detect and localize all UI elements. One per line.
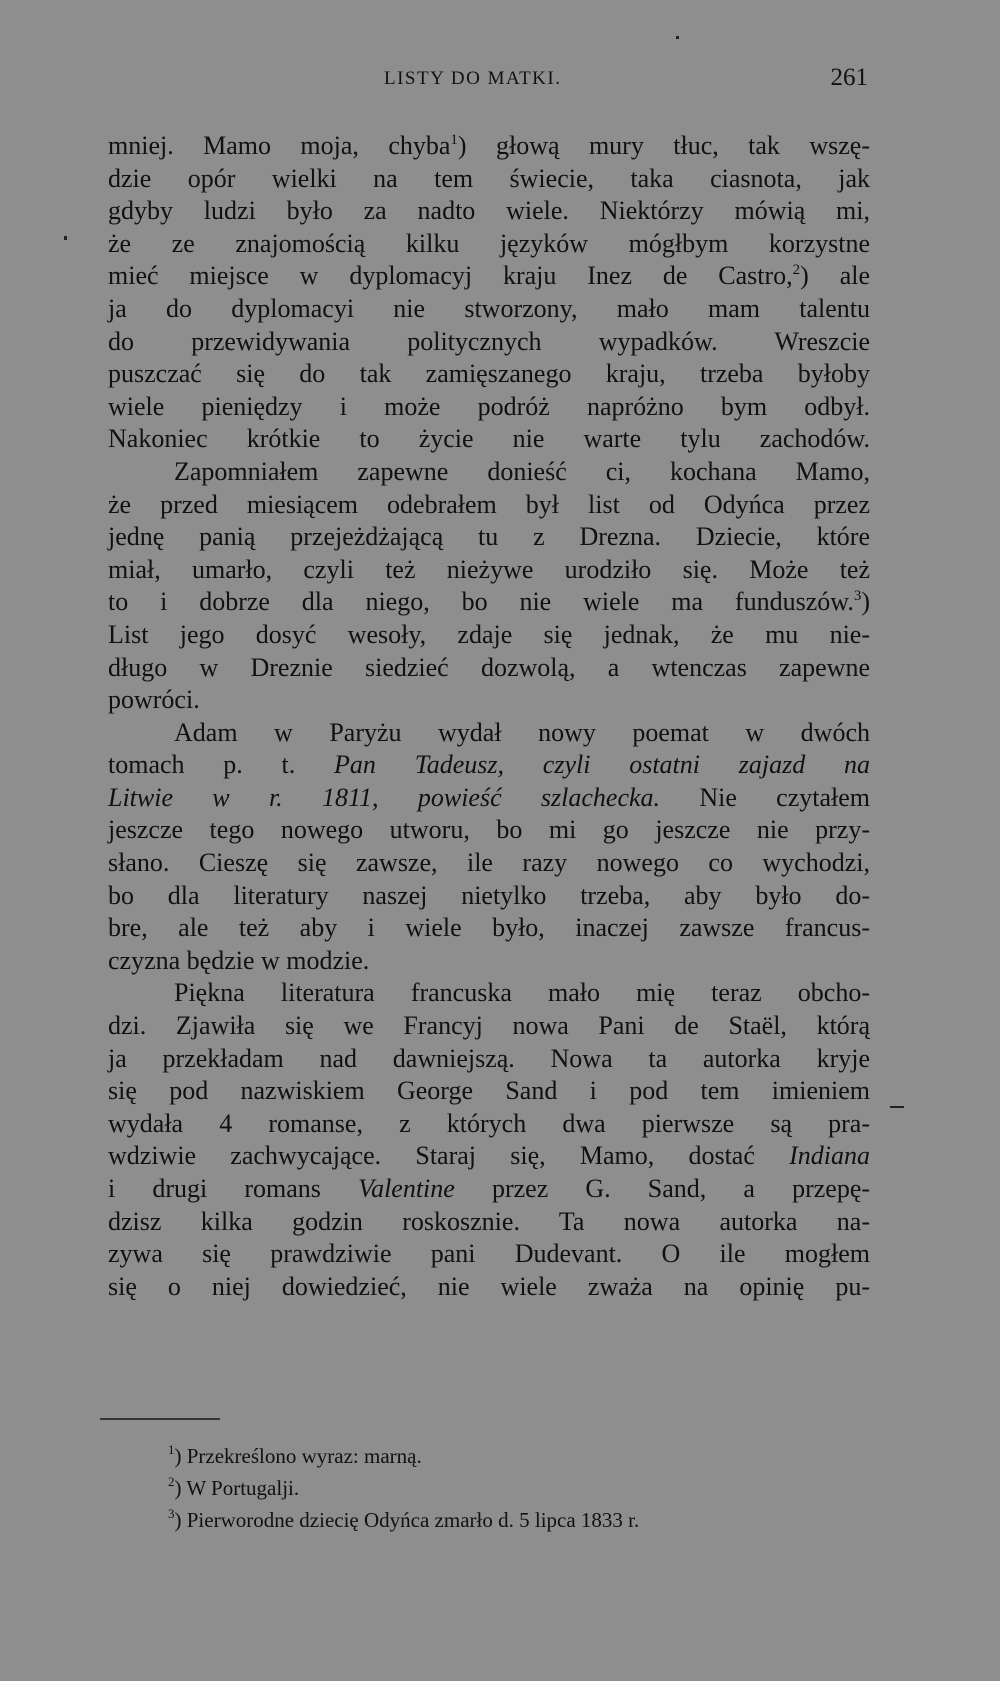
- text-line: miał, umarło, czyli też nieżywe urodziło się. Może też: [108, 554, 870, 584]
- text-line: i drugi romans Valentine przez G. Sand, a przepę-: [108, 1174, 871, 1203]
- footnote-marker: 2: [168, 1474, 175, 1489]
- text-line: do przewidywania politycznych wypadków. Wreszcie: [108, 326, 870, 356]
- text-line: mieć miejsce w dyplomacyj kraju Inez de Castro,$^2$) ale: [108, 261, 871, 291]
- footnote-ref: 3: [853, 588, 862, 605]
- book-title: Litwie w r. 1811, powieść szlachecka.: [108, 782, 661, 812]
- text-line: jeszcze tego nowego utworu, bo mi go jeszcze nie przy-: [108, 815, 870, 845]
- text-line: wiele pieniędzy i może podróż napróżno bym odbył.: [108, 391, 870, 421]
- book-title: Valentine: [358, 1174, 455, 1203]
- text-line: powróci.: [108, 685, 200, 715]
- text-line: wdziwie zachwycające. Staraj się, Mamo, dostać Indiana: [108, 1141, 871, 1171]
- footnote: $^1$) Przekreślono wyraz: marną.: [168, 1442, 422, 1468]
- text-line: Piękna literatura francuska mało mię teraz obcho-: [174, 978, 870, 1008]
- footnote: $^2$) W Portugalji.: [168, 1474, 300, 1500]
- footnote-marker: 3: [168, 1506, 175, 1521]
- scan-speck: [64, 236, 67, 240]
- text-line: że przed miesiącem odebrałem był list od Odyńca przez: [108, 489, 870, 519]
- text-line: dzisz kilka godzin roskosznie. Ta nowa autorka na-: [108, 1206, 870, 1236]
- text-line: się o niej dowiedzieć, nie wiele zważa na opinię pu-: [108, 1271, 870, 1301]
- text-line: długo w Dreznie siedzieć dozwolą, a wtenczas zapewne: [108, 652, 870, 682]
- text-line: się pod nazwiskiem George Sand i pod tem imieniem: [108, 1076, 870, 1106]
- running-head: LISTY DO MATKI.: [384, 68, 562, 89]
- text-line: dzie opór wielki na tem świecie, taka ciasnota, jak: [108, 163, 870, 193]
- text-line: że ze znajomością kilku języków mógłbym korzystne: [108, 228, 870, 258]
- book-title: Indiana: [789, 1141, 871, 1171]
- text-line: jednę panią przejeżdżającą tu z Drezna. Dziecie, które: [108, 522, 870, 552]
- footnote-ref: 1: [450, 132, 458, 148]
- text-line: to i dobrze dla niego, bo nie wiele ma funduszów.$^3$): [108, 587, 870, 617]
- text-line: Adam w Paryżu wydał nowy poemat w dwóch: [174, 717, 870, 747]
- text-line: tomach p. t. Pan Tadeusz, czyli ostatni zajazd na: [108, 750, 870, 780]
- text-line: ja przekładam nad dawniejszą. Nowa ta autorka kryje: [108, 1043, 870, 1073]
- text-line: słano. Cieszę się zawsze, ile razy nowego co wychodzi,: [108, 848, 870, 878]
- scan-speck: [890, 1106, 904, 1108]
- text-line: dzi. Zjawiła się we Francyj nowa Pani de Staël, którą: [108, 1011, 870, 1041]
- text-line: bo dla literatury naszej nietylko trzeba, aby było do-: [108, 880, 870, 910]
- scan-speck: [676, 36, 679, 39]
- text-line: zywa się prawdziwie pani Dudevant. O ile mogłem: [108, 1239, 870, 1269]
- text-line: czyzna będzie w modzie.: [108, 945, 370, 975]
- footnote: $^3$) Pierworodne dziecię Odyńca zmarło d. 5 lipca 1833 r.: [168, 1506, 640, 1532]
- text-line: List jego dosyć wesoły, zdaje się jednak, że mu nie-: [108, 619, 870, 649]
- main-text: [108, 130, 870, 1303]
- footnote-divider: [100, 1418, 220, 1420]
- text-line: puszczać się do tak zamięszanego kraju, trzeba byłoby: [108, 359, 870, 389]
- text-line: bre, ale też aby i wiele było, inaczej zawsze francus-: [108, 913, 870, 943]
- footnote-marker: 1: [168, 1442, 175, 1457]
- text-line: gdyby ludzi było za nadto wiele. Niektórzy mówią mi,: [108, 196, 870, 226]
- page-header: [108, 60, 868, 100]
- text-line: mniej. Mamo moja, chyba$^1$) głową mury tłuc, tak wszę-: [108, 131, 870, 160]
- text-line: ja do dyplomacyi nie stworzony, mało mam talentu: [108, 293, 870, 323]
- footnote-ref: 2: [792, 262, 801, 279]
- text-line: Zapomniałem zapewne donieść ci, kochana Mamo,: [174, 456, 870, 486]
- page-number: 261: [830, 64, 868, 91]
- text-line: wydała 4 romanse, z których dwa pierwsze są pra-: [108, 1108, 870, 1138]
- footnotes: [168, 1440, 868, 1536]
- text-line: Litwie w r. 1811, powieść szlachecka. Nie czytałem: [108, 782, 870, 812]
- book-title: Pan Tadeusz, czyli ostatni zajazd na: [334, 750, 870, 780]
- text-line: Nakoniec krótkie to życie nie warte tylu zachodów.: [108, 424, 870, 454]
